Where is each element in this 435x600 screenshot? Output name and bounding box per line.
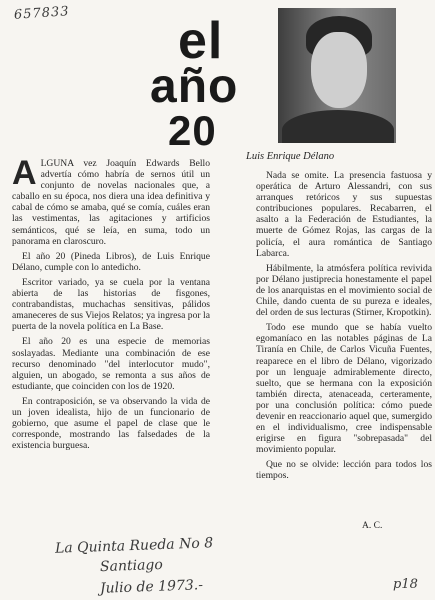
author-initials: A. C. xyxy=(362,521,383,531)
paragraph-3: Escritor variado, ya se cuela por la ventana abierta de las historias de fisgones, contrabandistas, muchachas sensitivas, pálidos amaneceres de sus Viejos Relatos; ya ingresa por la puerta de la novela política en La Base. xyxy=(12,276,210,333)
photo-face xyxy=(311,32,367,108)
archive-stamp: 657833 xyxy=(13,4,71,23)
photo-caption: Luis Enrique Délano xyxy=(246,151,335,162)
handwritten-city: Santiago xyxy=(99,556,164,576)
title-line-2: año xyxy=(150,60,239,113)
left-column xyxy=(12,154,210,455)
drop-cap: A xyxy=(12,154,37,192)
handwritten-page-number: p18 xyxy=(393,577,418,592)
paragraph-6: Nada se omite. La presencia fastuosa y operática de Arturo Alessandri, con sus arranques retóricos y sus supuestas contribuciones populares. Recabarren, el asalto a la Federación de Estudiantes, la muerte de Gómez Rojas, las cargas de la policía, el aura romántica de Santiago Labarca. xyxy=(256,170,432,259)
title-line-3: 20 xyxy=(168,107,217,154)
right-column xyxy=(256,170,432,486)
photo-coat xyxy=(282,110,394,143)
paragraph-1-text: LGUNA vez Joaquín Edwards Bello advertía cómo habría de sernos útil un conjunto de novelas nacionales que, a caballo en su época, nos diera una idea definitiva y cabal de cómo se amaba, qué se comía, cuáles eran las vestimentas, las agitaciones y artificios semánticos, qué se leía, en suma, todo un panorama en claroscuro. xyxy=(12,158,210,247)
paragraph-7: Hábilmente, la atmósfera política revivida por Délano justiprecia honestamente el papel de los anarquistas en el movimiento social de Chile, dando cuenta de su pureza e ideales, del orden de sus lecturas (Stirner, Kropotkin). xyxy=(256,262,432,319)
paragraph-1 xyxy=(12,154,210,247)
paragraph-2: El año 20 (Pineda Libros), de Luis Enrique Délano, cumple con lo antedicho. xyxy=(12,250,210,273)
paragraph-8: Todo ese mundo que se había vuelto egomaníaco en las notables páginas de La Tiranía en Chile, de Carlos Vicuña Fuentes, reaparece en el libro de Délano, vigorizado por un lenguaje admirablemente directo, suelto, que se hermana con la exposición también directa, atenaceada, certeramente, por una conclusión política: cómo puede devenir en reaccionario aquel que, sumergido en el individualismo, cree indispensable erigirse en figura "sobrepasada" del movimiento popular. xyxy=(256,322,432,456)
paragraph-4: El año 20 es una especie de memorias soslayadas. Mediante una combinación de ese recurso denominado "del interlocutor mudo", alguien, un abogado, se remonta a sus años de estudiante, que coinciden con los de 1920. xyxy=(12,336,210,392)
title-line-1: el xyxy=(178,12,224,70)
handwritten-source: La Quinta Rueda No 8 xyxy=(54,535,214,557)
handwritten-date: Julio de 1973.- xyxy=(99,577,204,597)
author-photo xyxy=(278,8,396,143)
paragraph-5: En contraposición, se va observando la vida de un joven idealista, hijo de un funcionario de gobierno, que asume el papel de clase que le corresponde, mostrando las falsedades de la existencia burguesa. xyxy=(12,395,210,452)
paragraph-9: Que no se olvide: lección para todos los tiempos. xyxy=(256,459,432,482)
